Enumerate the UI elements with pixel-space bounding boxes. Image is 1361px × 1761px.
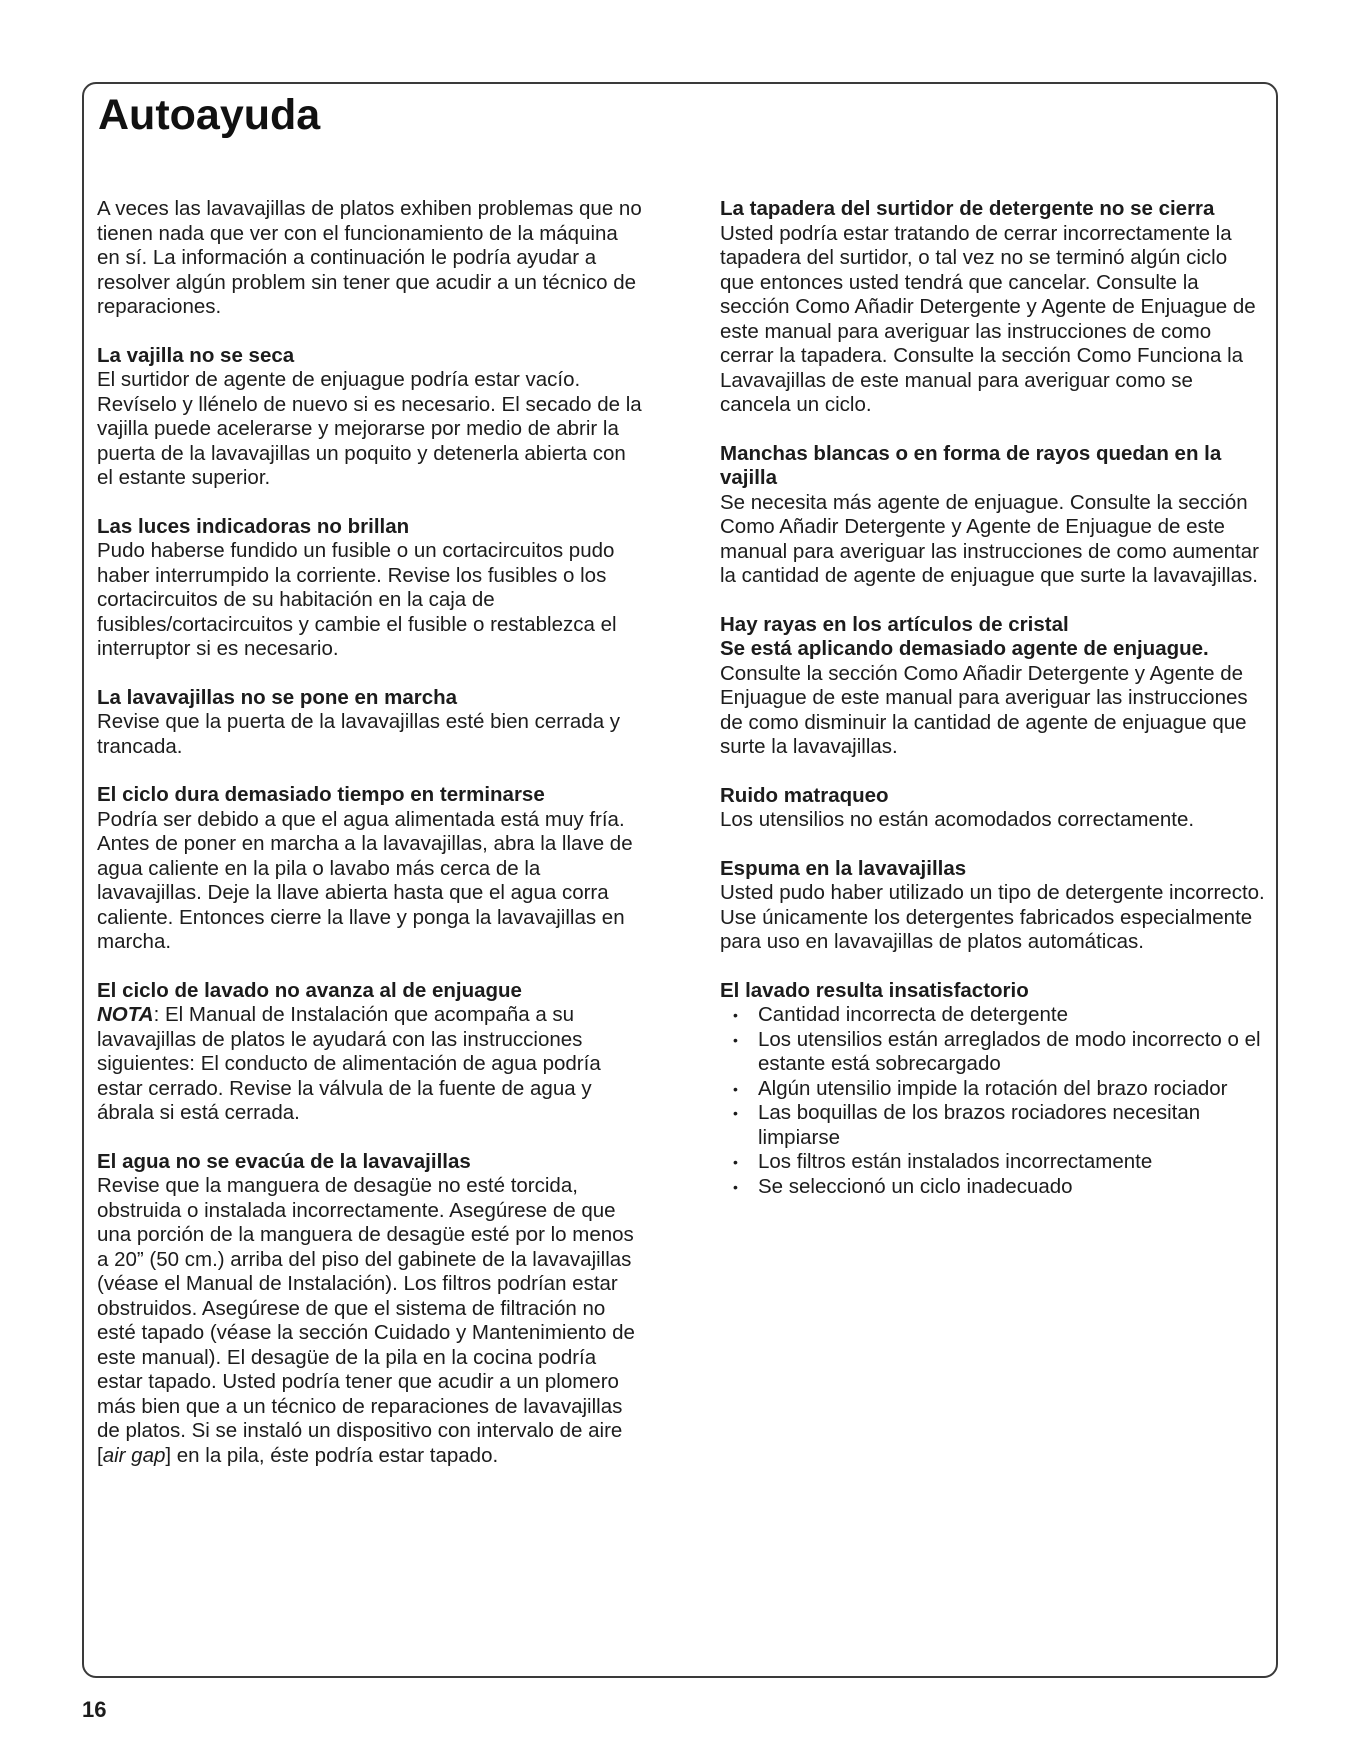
section-body xyxy=(97,1003,642,1126)
section-poor-washing xyxy=(720,979,1265,1200)
section-heading: Las luces indicadoras no brillan xyxy=(97,514,410,538)
left-column xyxy=(97,197,642,1492)
section-white-spots xyxy=(720,442,1265,589)
section-rattling-noise xyxy=(720,784,1265,833)
section-heading: Espuma en la lavavajillas xyxy=(720,856,967,880)
right-column xyxy=(720,197,1265,1223)
list-item: • Cantidad incorrecta de detergente xyxy=(733,1003,1265,1028)
page-title: Autoayuda xyxy=(98,91,321,139)
section-heading: La vajilla no se seca xyxy=(97,343,295,367)
body-text-end: ] en la pila, éste podría estar tapado. xyxy=(165,1443,499,1467)
section-cycle-too-long xyxy=(97,783,642,955)
section-heading: La lavavajillas no se pone en marcha xyxy=(97,685,458,709)
section-body: Los utensilios no están acomodados correctamente. xyxy=(720,808,1195,831)
section-glass-streaks xyxy=(720,613,1265,760)
page-number: 16 xyxy=(82,1697,107,1722)
section-heading: Hay rayas en los artículos de cristal xyxy=(720,612,1069,636)
section-heading: Manchas blancas o en forma de rayos quedan en la vajilla xyxy=(720,441,1222,489)
note-label: NOTA xyxy=(97,1003,154,1026)
list-item: • Se seleccionó un ciclo inadecuado xyxy=(733,1175,1265,1200)
section-dishes-not-dry xyxy=(97,344,642,491)
section-body: Pudo haberse fundido un fusible o un cortacircuitos pudo haber interrumpido la corriente. Revise los fusibles o los cortacircuitos de su habitación en la caja de fusibles/cortacircuitos y cambie el fusible o restablezca el interruptor si es necesario. xyxy=(97,539,617,660)
list-item: • Los filtros están instalados incorrectamente xyxy=(733,1150,1265,1175)
section-body: Se necesita más agente de enjuague. Consulte la sección Como Añadir Detergente y Agente de Enjuague de este manual para averiguar las instrucciones de como aumentar la cantidad de agente de enjuague que surte la lavavajillas. xyxy=(720,490,1259,587)
section-heading: Ruido matraqueo xyxy=(720,783,889,807)
section-body: Usted pudo haber utilizado un tipo de detergente incorrecto. Use únicamente los detergentes fabricados especialmente para uso en lavavajillas de platos automáticas. xyxy=(720,881,1265,953)
body-text: Revise que la manguera de desagüe no esté torcida, obstruida o instalada incorrectamente. Asegúrese de que una porción de la manguera de desagüe esté por lo menos a 20” (50 cm.) arriba del piso del gabinete de la lavavajillas (véase el Manual de Instalación). Los filtros podrían estar obstruidos. Asegúrese de que el sistema de filtración no esté tapado (véase la sección Cuidado y Mantenimiento de este manual). El desagüe de la pila en la cocina podría estar tapado. Usted podría tener que acudir a un plomero más bien que a un técnico de reparaciones de lavavajillas de platos. Si se instaló un dispositivo con intervalo de aire [ xyxy=(97,1174,635,1467)
section-body: Revise que la puerta de la lavavajillas esté bien cerrada y trancada. xyxy=(97,710,621,758)
section-not-starting xyxy=(97,686,642,760)
section-body: Podría ser debido a que el agua alimentada está muy fría. Antes de poner en marcha a la lavavajillas, abra la llave de agua caliente en la pila o lavabo más cerca de la lavavajillas. Deje la llave abierta hasta que el agua corra caliente. Entonces cierre la llave y ponga la lavavajillas en marcha. xyxy=(97,807,633,953)
note-text: : El Manual de Instalación que acompaña a su lavavajillas de platos le ayudará con las instrucciones siguientes: El conducto de alimentación de agua podría estar cerrado. Revise la válvula de la fuente de agua y ábrala si está cerrada. xyxy=(97,1003,601,1124)
section-foam xyxy=(720,857,1265,955)
section-wash-not-advancing xyxy=(97,979,642,1126)
cause-list xyxy=(720,1003,1265,1199)
section-heading: El lavado resulta insatisfactorio xyxy=(720,978,1029,1002)
section-subheading: Se está aplicando demasiado agente de enjuague. xyxy=(720,637,1209,660)
section-body: Usted podría estar tratando de cerrar incorrectamente la tapadera del surtidor, o tal vez no se terminó algún ciclo que entonces usted tendrá que cancelar. Consulte la sección Como Añadir Detergente y Agente de Enjuague de este manual para averiguar las instrucciones de como cerrar la tapadera. Consulte la sección Como Funciona la Lavavajillas de este manual para averiguar como se cancela un ciclo. xyxy=(720,221,1256,416)
list-item: • Los utensilios están arreglados de modo incorrecto o el estante está sobrecargado xyxy=(733,1028,1265,1077)
section-body: El surtidor de agente de enjuague podría estar vacío. Revíselo y llénelo de nuevo si es necesario. El secado de la vajilla puede acelerarse y mejorarse por medio de abrir la puerta de la lavavajillas un poquito y detenerla abierta con el estante superior. xyxy=(97,368,642,489)
section-dispenser-lid xyxy=(720,197,1265,418)
section-body xyxy=(97,1174,642,1468)
air-gap-term: air gap xyxy=(102,1443,166,1467)
section-heading: El ciclo dura demasiado tiempo en terminarse xyxy=(97,783,545,806)
section-heading: La tapadera del surtidor de detergente no se cierra xyxy=(720,197,1215,220)
section-water-not-draining xyxy=(97,1150,642,1469)
list-item: • Las boquillas de los brazos rociadores necesitan limpiarse xyxy=(733,1101,1265,1150)
intro-paragraph xyxy=(97,197,642,320)
list-item: • Algún utensilio impide la rotación del brazo rociador xyxy=(733,1077,1265,1102)
section-heading: El agua no se evacúa de la lavavajillas xyxy=(97,1149,471,1173)
section-heading: El ciclo de lavado no avanza al de enjuague xyxy=(97,978,522,1002)
intro-text: A veces las lavavajillas de platos exhiben problemas que no tienen nada que ver con el funcionamiento de la máquina en sí. La información a continuación le podría ayudar a resolver algún problem sin tener que acudir a un técnico de reparaciones. xyxy=(97,197,642,318)
section-body: Consulte la sección Como Añadir Detergente y Agente de Enjuague de este manual para averiguar las instrucciones de como disminuir la cantidad de agente de enjuague que surte la lavavajillas. xyxy=(720,661,1248,758)
section-lights-not-on xyxy=(97,515,642,662)
